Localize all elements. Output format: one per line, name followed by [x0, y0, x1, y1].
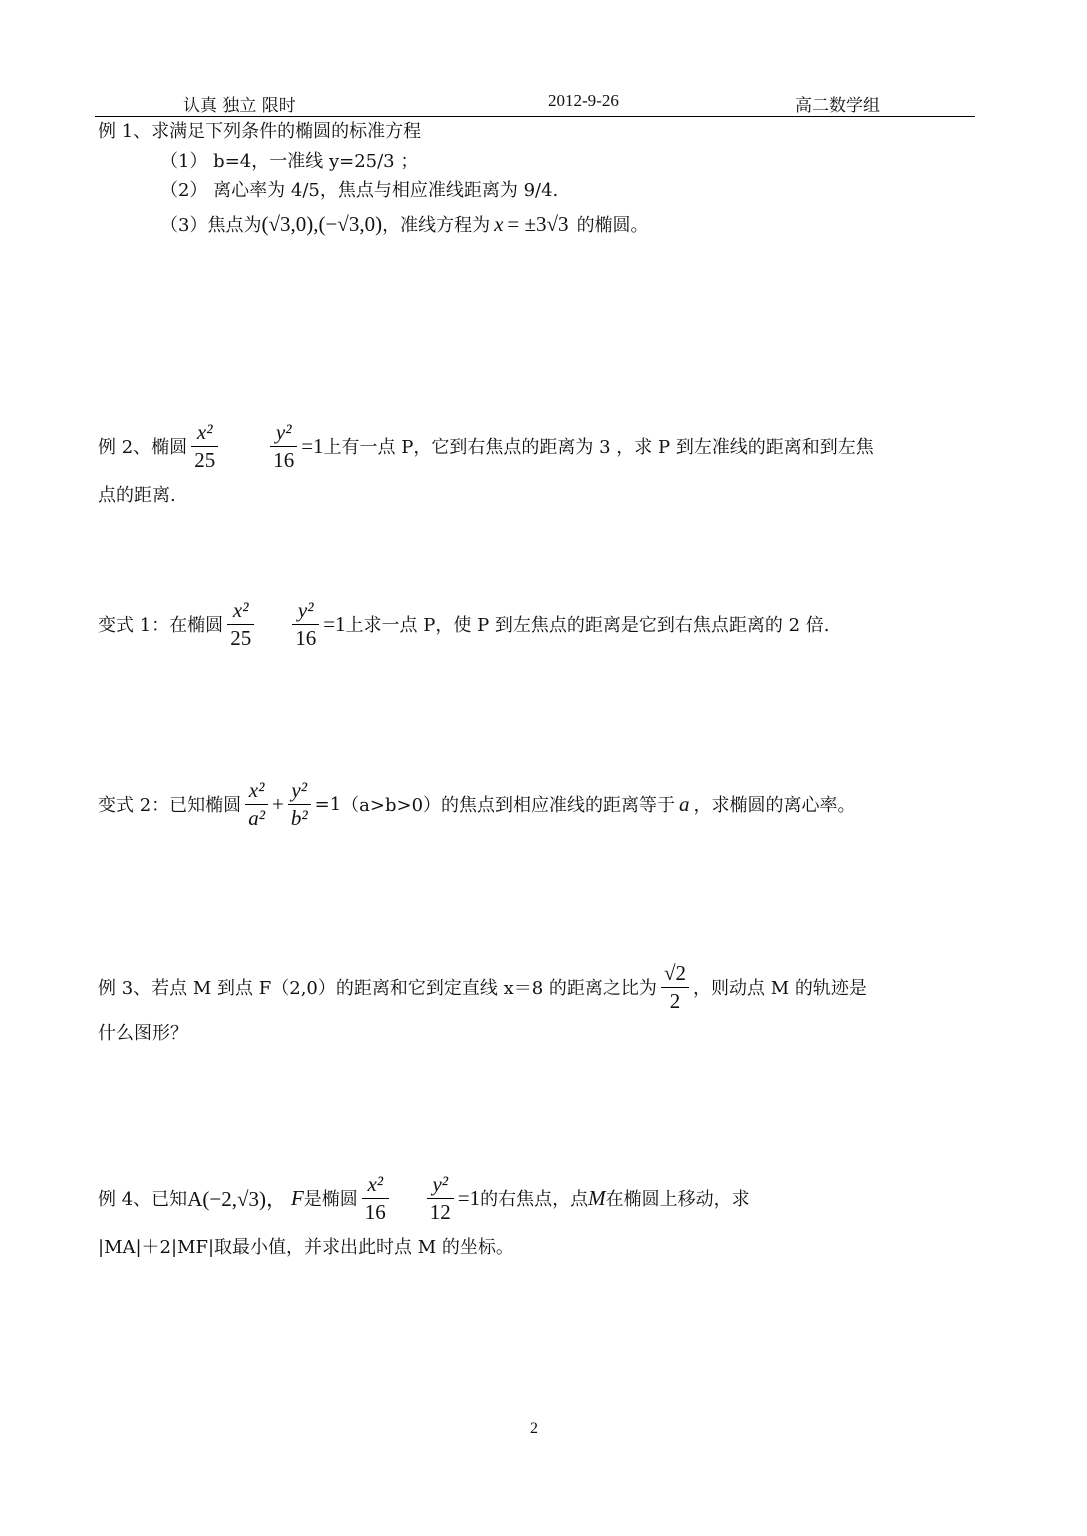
ex1-item2: （2） 离心率为 4/5，焦点与相应准线距离为 9/4.: [160, 180, 559, 201]
page-number: 2: [530, 1420, 538, 1437]
ex4-frac-x-num: x²: [367, 1171, 384, 1196]
var1-eq: =1: [323, 611, 346, 636]
var2-a: a: [679, 791, 690, 816]
ex4-text: 的右焦点，点: [480, 1189, 589, 1210]
var2-prefix: 变式 2：已知椭圆: [98, 795, 242, 816]
ex2-cont: 点的距离.: [98, 485, 176, 506]
header-rule: [95, 116, 975, 117]
ex2-frac-y: [270, 419, 297, 472]
ex4-frac-x-den: 16: [364, 1199, 386, 1224]
var2-frac-x-den: a²: [248, 805, 265, 830]
ex4-frac-x: [362, 1171, 389, 1224]
ex2-frac-x: [191, 419, 218, 472]
ex1-title: 例 1、求满足下列条件的椭圆的标准方程: [98, 121, 422, 142]
ex3-text1: 例 3、若点 M 到点 F（2,0）的距离和它到定直线 x＝8 的距离之比为: [98, 978, 657, 999]
header-date: 2012-9-26: [548, 91, 619, 110]
var1-frac-y-den: 16: [295, 625, 317, 650]
ex1-item3-prefix: （3）焦点为: [160, 215, 262, 236]
var2-frac-x: [245, 777, 268, 830]
header-right: 高二数学组: [795, 96, 880, 116]
ex4-frac-y-den: 12: [429, 1199, 451, 1224]
ex1-item3: [160, 207, 649, 241]
ex1-item3-suffix: 的椭圆。: [576, 215, 649, 236]
ex4-mid: 是椭圆: [303, 1189, 358, 1210]
ex2-frac-y-den: 16: [273, 447, 295, 472]
var2-text2: ，求椭圆的离心率。: [693, 795, 856, 816]
ex3-frac-num: √2: [663, 960, 686, 985]
var1-frac-y-num: y²: [297, 597, 314, 622]
ex1-item3-x: x: [494, 211, 504, 236]
ex2-frac-y-num: y²: [275, 419, 292, 444]
ex2-frac-x-num: x²: [196, 419, 213, 444]
ex1-item1: （1） b=4，一准线 y=25/3 ；: [160, 151, 419, 172]
var1-frac-x: [227, 597, 254, 650]
ex4-line: [98, 1168, 750, 1228]
ex4-frac-y: [427, 1171, 454, 1224]
ex2-frac-x-den: 25: [194, 447, 216, 472]
ex3-text2: ，则动点 M 的轨迹是: [692, 978, 867, 999]
ex4-eq: =1: [457, 1185, 481, 1210]
var2-plus: +: [271, 791, 284, 816]
var2-frac-x-num: x²: [248, 777, 265, 802]
var1-frac-x-num: x²: [232, 597, 249, 622]
ex1-item3-mid: ，准线方程为: [382, 215, 491, 236]
var1-text: 上求一点 P，使 P 到左焦点的距离是它到右焦点距离的 2 倍.: [345, 615, 830, 636]
ex4-M: M: [588, 1185, 606, 1210]
ex4-point: A(−2,√3)，: [187, 1187, 287, 1211]
var2-frac-y-den: b²: [290, 805, 308, 830]
ex3-line: [98, 956, 867, 1018]
ex3-cont: 什么图形？: [98, 1023, 188, 1044]
var1-line: [98, 596, 830, 652]
ex1-item3-focus2: (−√3,0): [318, 211, 383, 236]
var2-frac-y-num: y²: [291, 777, 308, 802]
var1-frac-x-den: 25: [230, 625, 252, 650]
ex2-line: [98, 418, 874, 474]
header-left: 认真 独立 限时: [183, 96, 296, 116]
ex4-prefix: 例 4、已知: [98, 1189, 188, 1210]
ex3-frac-den: 2: [669, 988, 681, 1013]
ex2-eq: =1: [301, 433, 324, 458]
var1-frac-y: [292, 597, 319, 650]
var2-line: [98, 774, 856, 834]
ex4-text2: 在椭圆上移动，求: [605, 1189, 750, 1210]
var2-frac-y: [288, 777, 311, 830]
ex1-item3-focus1: (√3,0),: [261, 211, 319, 236]
ex1-item3-eq: = ±3√3: [507, 211, 569, 236]
ex4-frac-y-num: y²: [432, 1171, 449, 1196]
var1-prefix: 变式 1：在椭圆: [98, 615, 224, 636]
ex2-prefix: 例 2、椭圆: [98, 437, 188, 458]
ex4-F: F: [290, 1185, 304, 1210]
ex3-frac: [661, 960, 689, 1013]
ex4-cont: |MA|＋2|MF|取最小值，并求出此时点 M 的坐标。: [98, 1237, 514, 1258]
ex2-text: 上有一点 P，它到右焦点的距离为 3 ，求 P 到左准线的距离和到左焦: [323, 437, 874, 458]
var2-eq: =1: [314, 793, 342, 815]
var2-text1: （a>b>0）的焦点到相应准线的距离等于: [341, 795, 676, 816]
